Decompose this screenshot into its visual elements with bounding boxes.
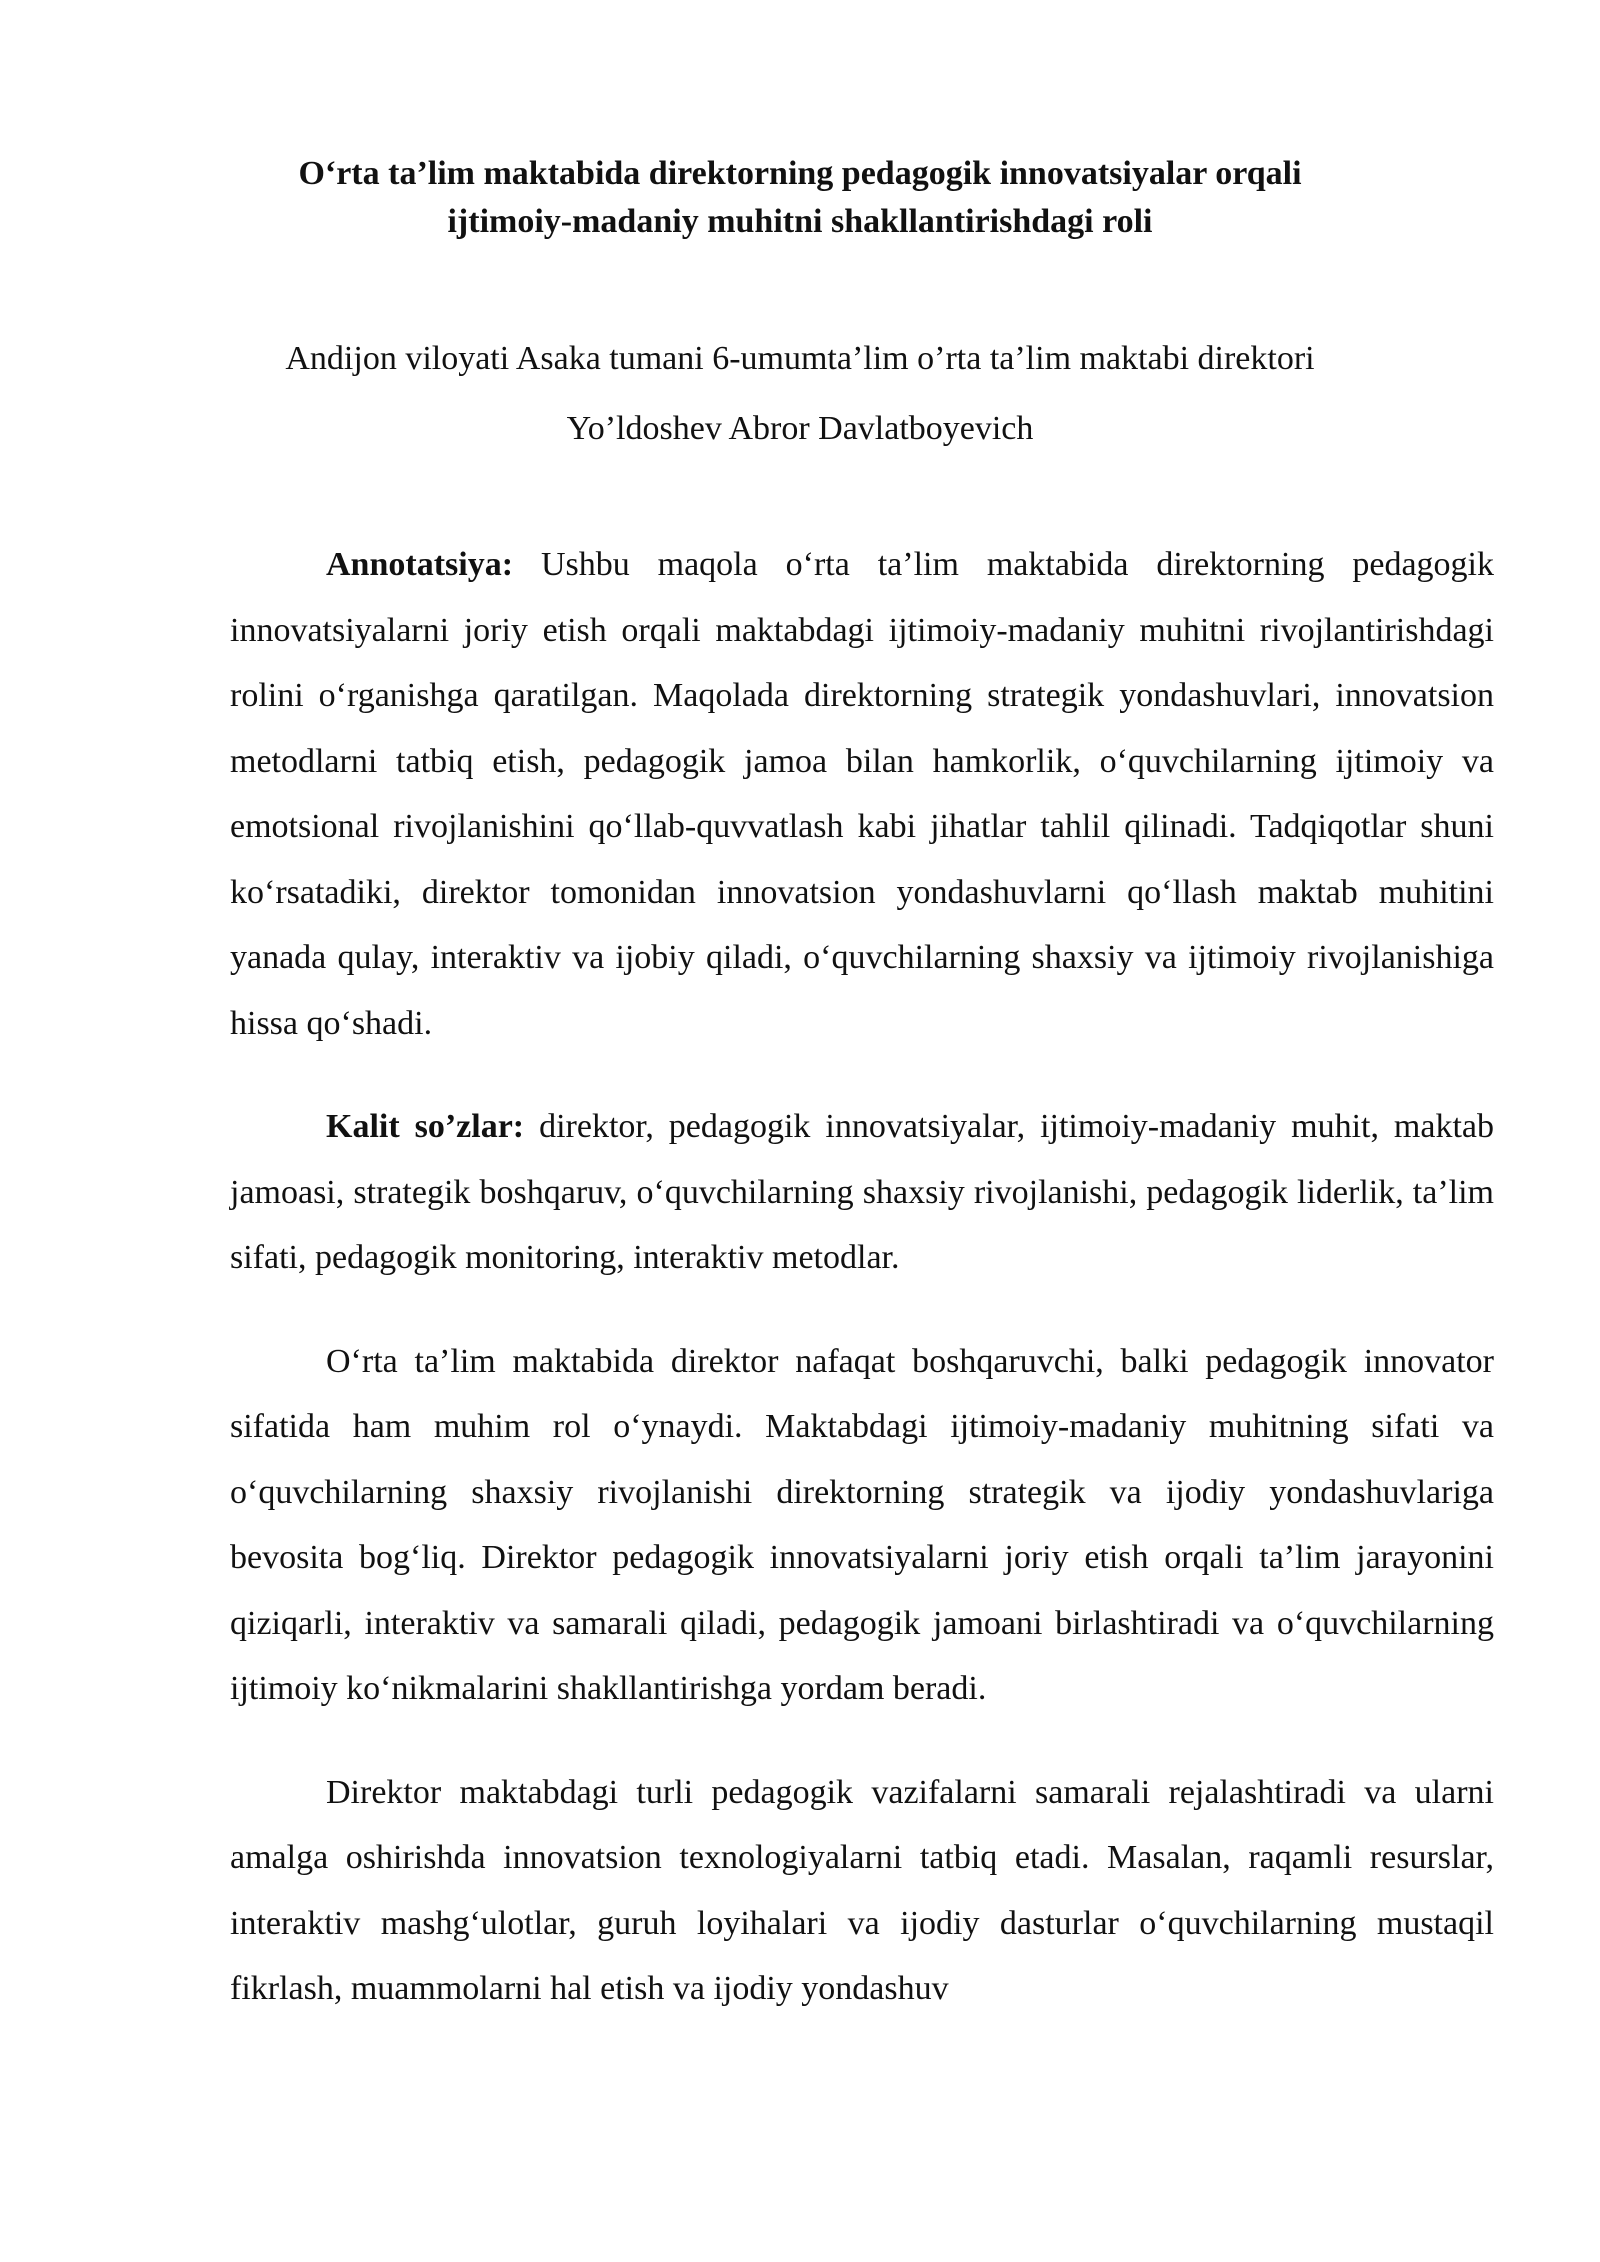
author-affiliation: Andijon viloyati Asaka tumani 6-umumta’lim o’rta ta’lim maktabi direktori (285, 340, 1315, 377)
paper-title-line-2: ijtimoiy-madaniy muhitni shakllantirishdagi roli (447, 203, 1153, 240)
body-paragraph-1: O‘rta ta’lim maktabida direktor nafaqat boshqaruvchi, balki pedagogik innovator sifatida ham muhim rol o‘ynaydi. Maktabdagi ijtimoiy-madaniy muhitning sifati va o‘quvchilarning shaxsiy rivojlanishi direktorning strategik va ijodiy yondashuvlariga bevosita bog‘liq. Direktor pedagogik innovatsiyalarni joriy etish orqali ta’lim jarayonini qiziqarli, interaktiv va samarali qiladi, pedagogik jamoani birlashtiradi va o‘quvchilarning ijtimoiy ko‘nikmalarini shakllantirishga yordam beradi. (230, 1342, 1494, 1707)
author-name: Yo’ldoshev Abror Davlatboyevich (566, 410, 1034, 447)
abstract-text: Ushbu maqola o‘rta ta’lim maktabida direktorning pedagogik innovatsiyalarni joriy etish orqali maktabdagi ijtimoiy-madaniy muhitni rivojlantirishdagi rolini o‘rganishga qaratilgan. Maqolada direktorning strategik yondashuvlari, innovatsion metodlarni tatbiq etish, pedagogik jamoa bilan hamkorlik, o‘quvchilarning ijtimoiy va emotsional rivojlanishini qo‘llab-quvvatlash kabi jihatlar tahlil qilinadi. Tadqiqotlar shuni ko‘rsatadiki, direktor tomonidan innovatsion yondashuvlarni qo‘llash maktab muhitini yanada qulay, interaktiv va ijobiy qiladi, o‘quvchilarning shaxsiy va ijtimoiy rivojlanishiga hissa qo‘shadi. (230, 546, 1494, 1042)
paper-title (200, 150, 1400, 246)
body-text (230, 532, 1494, 2022)
keywords-paragraph (230, 1094, 1494, 1291)
abstract-label: Annotatsiya: (326, 546, 514, 583)
abstract-paragraph (230, 532, 1494, 1056)
body-paragraph-2: Direktor maktabdagi turli pedagogik vazifalarni samarali rejalashtiradi va ularni amalga oshirishda innovatsion texnologiyalarni tatbiq etadi. Masalan, raqamli resurslar, interaktiv mashg‘ulotlar, guruh loyihalari va ijodiy dasturlar o‘quvchilarning mustaqil fikrlash, muammolarni hal etish va ijodiy yondashuv (230, 1773, 1494, 2007)
keywords-text: direktor, pedagogik innovatsiyalar, ijtimoiy-madaniy muhit, maktab jamoasi, strategik boshqaruv, o‘quvchilarning shaxsiy rivojlanishi, pedagogik liderlik, ta’lim sifati, pedagogik monitoring, interaktiv metodlar. (230, 1108, 1494, 1276)
paper-title-line-1: O‘rta ta’lim maktabida direktorning pedagogik innovatsiyalar orqali (298, 155, 1302, 192)
keywords-label: Kalit so’zlar: (326, 1108, 525, 1145)
